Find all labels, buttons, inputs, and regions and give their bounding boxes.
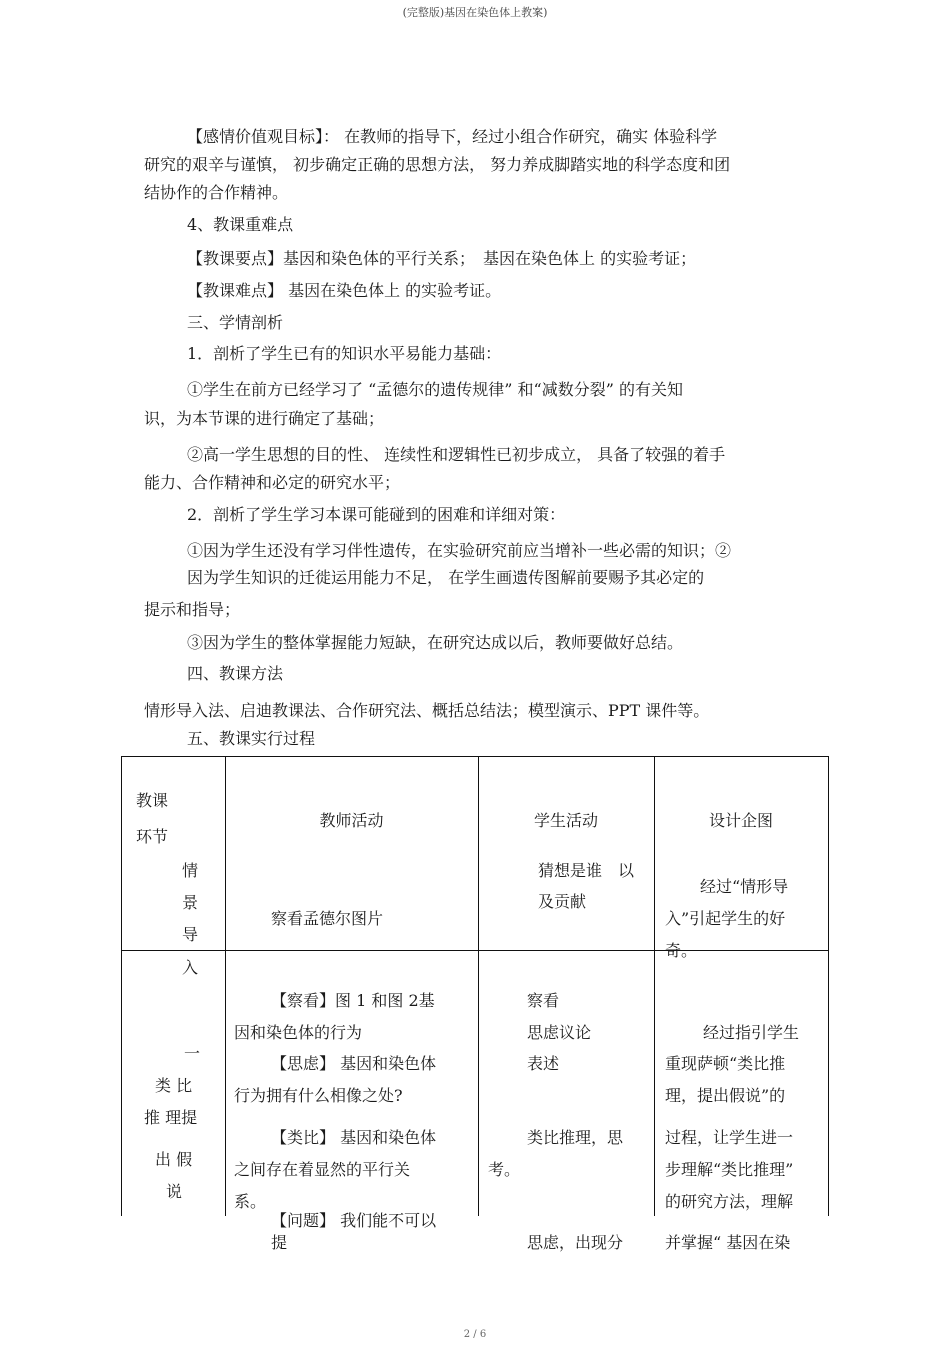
stage-char: 类 比 <box>155 1076 193 1095</box>
stage-char: 说 <box>166 1182 183 1201</box>
design-intent: 步理解“类比推理” <box>665 1160 794 1179</box>
stage-char: 推 理提 <box>144 1108 198 1127</box>
design-intent: 经过指引学生 <box>703 1023 800 1042</box>
body-line: 研究的艰辛与谨慎， 初步确定正确的思想方法， 努力养成脚踏实地的科学态度和团 <box>144 155 731 174</box>
body-line: 提示和指导； <box>144 600 241 619</box>
table-border <box>121 950 829 951</box>
header-stage: 环节 <box>136 827 169 846</box>
body-line: ①学生在前方已经学习了 “孟德尔的遗传规律” 和“减数分裂” 的有关知 <box>187 380 683 399</box>
teacher-activity: 【问题】 我们能不可以 <box>271 1211 437 1230</box>
design-intent: 奇。 <box>665 941 698 960</box>
student-activity: 思虑，出现分 <box>527 1233 624 1252</box>
table-border <box>121 756 829 757</box>
teacher-activity: 行为拥有什么相像之处? <box>234 1086 403 1105</box>
design-intent: 入”引起学生的好 <box>665 909 786 928</box>
body-line: 结协作的合作精神。 <box>144 183 289 202</box>
page-header: (完整版)基因在染色体上教案) <box>402 6 548 19</box>
teacher-activity: 【察看】图 1 和图 2基 <box>271 991 435 1010</box>
body-line: 因为学生知识的迁徙运用能力不足， 在学生画遗传图解前要赐予其必定的 <box>187 568 705 587</box>
page-number: 2 / 6 <box>463 1329 487 1340</box>
design-intent: 并掌握“ 基因在染 <box>665 1233 791 1252</box>
header-stage: 教课 <box>136 791 169 810</box>
student-activity: 思虑议论 <box>527 1023 592 1042</box>
body-line: 识，为本节课的进行确定了基础； <box>144 409 385 428</box>
body-line: ①因为学生还没有学习伴性遗传，在实验研究前应当增补一些必需的知识；② <box>187 541 732 560</box>
header-teacher: 教师活动 <box>319 811 384 830</box>
body-line: 四、教课方法 <box>187 664 284 683</box>
teacher-activity: 【思虑】 基因和染色体 <box>271 1054 437 1073</box>
body-line: 4、教课重难点 <box>187 215 294 234</box>
header-design: 设计企图 <box>708 811 773 830</box>
stage-char: 出 假 <box>155 1150 193 1169</box>
teacher-activity: 察看孟德尔图片 <box>271 909 384 928</box>
stage-char: 入 <box>182 958 199 977</box>
student-activity: 猜想是谁 以 <box>538 861 635 880</box>
header-student: 学生活动 <box>533 811 598 830</box>
stage-char: 景 <box>182 893 199 912</box>
stage-char: 情 <box>182 861 199 880</box>
teacher-activity: 系。 <box>234 1192 267 1211</box>
body-line: 五、教课实行过程 <box>187 729 316 748</box>
body-line: ②高一学生思想的目的性、 连续性和逻辑性已初步成立， 具备了较强的着手 <box>187 445 726 464</box>
body-line: 【感情价值观目标】： 在教师的指导下，经过小组合作研究，确实 体验科学 <box>187 127 718 146</box>
table-border <box>828 756 829 1216</box>
teacher-activity: 提 <box>271 1233 288 1252</box>
body-line: 1．剖析了学生已有的知识水平易能力基础： <box>187 344 502 363</box>
teacher-activity: 【类比】 基因和染色体 <box>271 1128 437 1147</box>
body-line: 【教课要点】基因和染色体的平行关系； 基因在染色体上 的实验考证； <box>187 249 697 268</box>
student-activity: 表述 <box>527 1054 560 1073</box>
body-line: ③因为学生的整体掌握能力短缺，在研究达成以后，教师要做好总结。 <box>187 633 684 652</box>
student-activity: 察看 <box>527 991 560 1010</box>
student-activity: 类比推理，思 <box>527 1128 624 1147</box>
design-intent: 重现萨顿“类比推 <box>665 1054 786 1073</box>
design-intent: 的研究方法，理解 <box>665 1192 794 1211</box>
teacher-activity: 因和染色体的行为 <box>234 1023 363 1042</box>
body-line: 能力、合作精神和必定的研究水平； <box>144 473 401 492</box>
body-line: 【教课难点】 基因在染色体上 的实验考证。 <box>187 281 502 300</box>
design-intent: 理，提出假说”的 <box>665 1086 786 1105</box>
design-intent: 经过“情形导 <box>700 877 789 896</box>
stage-char: 导 <box>182 925 199 944</box>
design-intent: 过程，让学生进一 <box>665 1128 794 1147</box>
body-line: 情形导入法、启迪教课法、合作研究法、概括总结法；模型演示、PPT 课件等。 <box>144 701 710 720</box>
student-activity: 考。 <box>488 1160 521 1179</box>
stage-char: 一 <box>184 1044 201 1063</box>
body-line: 2．剖析了学生学习本课可能碰到的困难和详细对策： <box>187 505 566 524</box>
teacher-activity: 之间存在着显然的平行关 <box>234 1160 411 1179</box>
body-line: 三、学情剖析 <box>187 313 284 332</box>
table-border <box>121 756 122 1216</box>
student-activity: 及贡献 <box>538 892 587 911</box>
